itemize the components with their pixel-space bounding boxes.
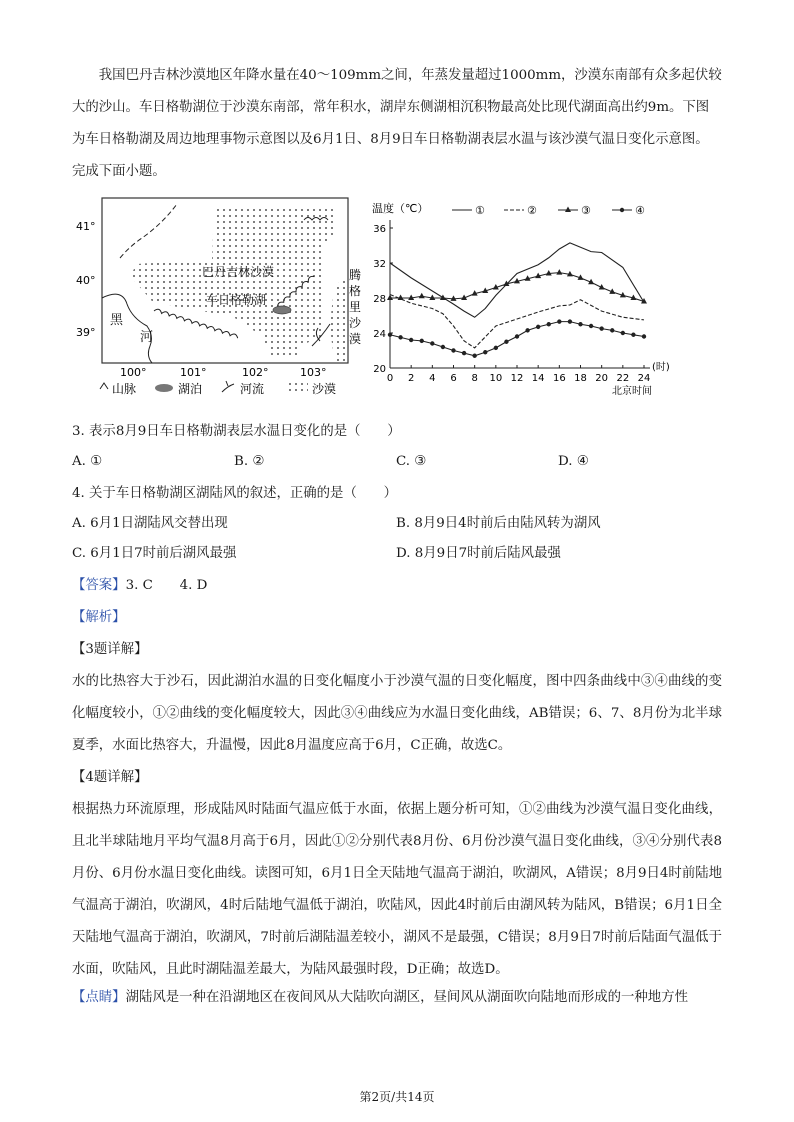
x-tick-label: 6: [450, 373, 457, 384]
x-axis-label: 北京时间: [612, 386, 652, 397]
q3-option-b[interactable]: B. ②: [234, 454, 265, 469]
tip-text: 湖陆风是一种在沿湖地区在夜间风从大陆吹向湖区，昼间风从湖面吹向陆地而形成的一种地方性: [125, 990, 688, 1005]
lat-label: 40°: [76, 274, 96, 287]
y-tick-label: 36: [373, 224, 386, 235]
detail-4-text: 根据热力环流原理，形成陆风时陆面气温应低于水面，依据上题分析可知，①②曲线为沙漠气温日变化曲线，且北半球陆地月平均气温8月高于6月，因此①②分别代表8月份、6月份沙漠气温日变化曲线，③④分别代表8月份、6月份水温日变化曲线。读图可知，6月1日全天陆地气温高于湖泊，吹湖风，A错误；8月9日4时前陆地气温高于湖泊，吹湖风，4时后陆地气温低于湖泊，吹陆风，因此4时前后由湖风转为陆风，B错误；6月1日全天陆地气温高于湖泊，吹湖风，7时前后湖陆温差较小，湖风不是最强，C错误；8月9日7时前后陆面气温低于水面，吹陆风，且此时湖陆温差最大，为陆风最强时段，D正确；故选D。: [72, 802, 722, 977]
legend-label-4: ④: [635, 204, 645, 217]
series-4-point: [547, 322, 551, 326]
svg-text:沙漠: 沙漠: [312, 382, 337, 396]
series-line-2: [390, 295, 644, 348]
svg-text:山脉: 山脉: [112, 382, 137, 396]
series-4-point: [610, 328, 614, 332]
detail-4-heading: 【4题详解】: [72, 770, 148, 785]
analysis-label: 【解析】: [72, 610, 126, 625]
series-4-point: [483, 350, 487, 354]
series-3-point: [556, 269, 562, 275]
q4-option-b[interactable]: B. 8月9日4时前后由陆风转为湖风: [396, 516, 601, 531]
svg-text:湖泊: 湖泊: [178, 382, 203, 396]
lake-label: 车日格勒湖: [206, 293, 267, 307]
answer-line: [72, 576, 207, 596]
x-tick-label: 14: [531, 373, 545, 384]
svg-text:格: 格: [349, 284, 362, 298]
svg-text:里: 里: [349, 300, 362, 314]
x-tick-label: 24: [637, 373, 651, 384]
series-4-point: [398, 335, 402, 339]
x-tick-label: 8: [471, 373, 478, 384]
detail-3-text: 水的比热容大于沙石，因此湖泊水温的日变化幅度小于沙漠气温的日变化幅度，图中四条曲线中③④曲线的变化幅度较小，①②曲线的变化幅度较大，因此③④曲线应为水温日变化曲线，AB错误；6、7、8月份为北半球夏季，水面比热容大，升温慢，因此8月温度应高于6月，C正确，故选C。: [72, 674, 722, 753]
y-axis-label: 温度（℃）: [372, 202, 429, 215]
y-tick-label: 32: [373, 259, 386, 270]
series-3-point: [546, 270, 552, 276]
legend-marker-3: [565, 207, 571, 213]
tengger-label: [349, 267, 362, 346]
series-4-point: [578, 322, 582, 326]
legend-label-1: ①: [475, 204, 485, 217]
q3-option-a[interactable]: A. ①: [72, 454, 103, 469]
lon-label: 101°: [180, 366, 207, 379]
x-tick-label: 4: [429, 373, 436, 384]
intro-paragraph: 我国巴丹吉林沙漠地区年降水量在40～109mm之间，年蒸发量超过1000mm，沙漠东南部有众多起伏较大的沙山。车日格勒湖位于沙漠东南部，常年积水，湖岸东侧湖相沉积物最高处比现代湖面高出约9m。下图为车日格勒湖及周边地理事物示意图以及6月1日、8月9日车日格勒湖表层水温与该沙漠气温日变化示意图。完成下面小题。: [72, 68, 722, 179]
detail-3-heading: 【3题详解】: [72, 642, 148, 657]
series-4-point: [599, 326, 603, 330]
river-label-1: 黑: [110, 313, 124, 328]
x-tick-label: 0: [386, 373, 394, 384]
series-line-3: [390, 273, 644, 302]
map-legend: [100, 381, 336, 396]
series-4-point: [631, 333, 635, 337]
region-map: [72, 196, 368, 402]
legend-marker-4: [620, 208, 624, 212]
series-4-point: [409, 338, 413, 342]
tip-line: [72, 988, 722, 1008]
series-4-point: [420, 339, 424, 343]
series-3-point: [419, 293, 425, 299]
lon-label: 100°: [120, 366, 147, 379]
x-tick-label: 16: [552, 373, 566, 384]
x-tick-label: 20: [595, 373, 609, 384]
lake: [273, 306, 291, 314]
q3-option-c[interactable]: C. ③: [396, 454, 427, 469]
svg-text:腾: 腾: [349, 268, 362, 282]
lon-label: 103°: [300, 366, 327, 379]
q4-option-c[interactable]: C. 6月1日7时前后湖风最强: [72, 546, 237, 561]
series-4-point: [472, 354, 476, 358]
desert-label: 巴丹吉林沙漠: [202, 265, 275, 279]
question-4-stem: 4. 关于车日格勒湖区湖陆风的叙述，正确的是（ ）: [72, 486, 398, 501]
question-3-stem: 3. 表示8月9日车日格勒湖表层水温日变化的是（ ）: [72, 424, 401, 439]
series-4-point: [430, 341, 434, 345]
series-4-point: [536, 325, 540, 329]
x-tick-label: 18: [574, 373, 587, 384]
tip-label: 【点睛】: [72, 990, 126, 1005]
x-tick-label: 2: [407, 373, 415, 384]
page-footer: 第2页/共14页: [359, 1090, 435, 1104]
y-tick-label: 28: [373, 294, 386, 305]
series-4-point: [441, 345, 445, 349]
series-4-point: [589, 324, 593, 328]
x-tick-label: 22: [616, 373, 630, 384]
y-tick-label: 20: [373, 364, 386, 375]
series-4-point: [388, 333, 392, 337]
svg-text:沙: 沙: [349, 316, 362, 330]
legend-label-3: ③: [581, 204, 591, 217]
series-4-point: [494, 346, 498, 350]
svg-text:河流: 河流: [240, 382, 265, 396]
temperature-chart: [372, 196, 702, 406]
series-4-point: [504, 340, 508, 344]
y-tick-label: 24: [373, 329, 386, 340]
lat-label: 41°: [76, 220, 96, 233]
q4-option-a[interactable]: A. 6月1日湖陆风交替出现: [72, 516, 228, 531]
series-4-point: [462, 351, 466, 355]
lon-label: 102°: [242, 366, 269, 379]
series-4-point: [557, 319, 561, 323]
series-4-point: [451, 348, 455, 352]
river-label-2: 河: [140, 330, 154, 345]
series-4-point: [621, 331, 625, 335]
legend-label-2: ②: [527, 204, 537, 217]
series-4-point: [515, 334, 519, 338]
q4-option-d[interactable]: D. 8月9日7时前后陆风最强: [396, 546, 561, 561]
lat-label: 39°: [76, 326, 96, 339]
series-4-point: [525, 328, 529, 332]
series-3-point: [440, 295, 446, 301]
x-unit-label: (时): [652, 362, 670, 373]
series-4-point: [568, 319, 572, 323]
series-4-point: [642, 334, 646, 338]
svg-text:漠: 漠: [349, 332, 362, 346]
series-3-point: [398, 295, 404, 301]
answer-text: 3. C 4. D: [125, 578, 208, 593]
x-tick-label: 10: [489, 373, 503, 384]
series-3-point: [451, 295, 457, 301]
x-tick-label: 12: [510, 373, 524, 384]
answer-label: 【答案】: [72, 578, 126, 593]
q3-option-d[interactable]: D. ④: [558, 454, 589, 469]
